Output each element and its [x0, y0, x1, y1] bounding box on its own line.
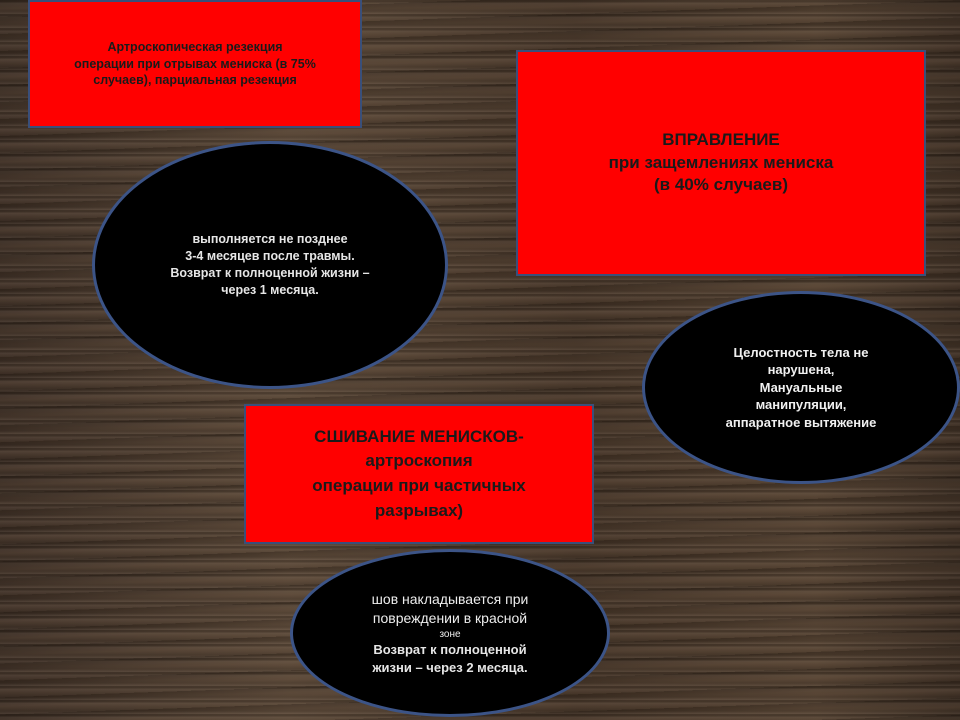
suture-oval — [290, 549, 610, 717]
suture-oval-line-1: шов накладывается при — [371, 590, 529, 607]
reposition-oval-line-4: манипуляции, — [755, 397, 847, 413]
suture-oval-line-5: жизни – через 2 месяца. — [372, 659, 528, 675]
reposition-title: ВПРАВЛЕНИЕ — [662, 129, 780, 149]
suture-oval-line-2: повреждении в красной — [372, 609, 528, 626]
reposition-oval-line-5: аппаратное вытяжение — [725, 414, 877, 430]
reposition-line-2: при защемлениях мениска — [608, 152, 834, 172]
resection-oval-line-3: Возврат к полноценной жизни – — [170, 266, 370, 280]
reposition-box — [516, 50, 926, 276]
reposition-oval — [642, 291, 960, 484]
resection-oval-line-4: через 1 месяца. — [221, 282, 319, 297]
suture-title: СШИВАНИЕ МЕНИСКОВ- — [314, 426, 524, 446]
suture-line-4: разрывах) — [374, 500, 464, 520]
reposition-line-3: (в 40% случаев) — [654, 175, 788, 195]
resection-line-2: операции при отрывах мениска (в 75% — [74, 56, 316, 71]
resection-oval-line-1: выполняется не позднее — [192, 232, 348, 247]
resection-line-3: случаев), парциальная резекция — [93, 73, 297, 88]
reposition-oval-line-2: нарушена, — [767, 362, 835, 378]
suture-line-2: артроскопия — [365, 451, 473, 471]
suture-line-3: операции при частичных — [312, 476, 526, 495]
resection-oval-line-2: 3-4 месяцев после травмы. — [185, 249, 355, 264]
suture-oval-line-4: Возврат к полноценной — [373, 642, 527, 658]
reposition-oval-line-3: Мануальные — [759, 379, 843, 395]
suture-oval-line-3: зоне — [439, 628, 461, 640]
suture-box — [244, 404, 594, 544]
resection-box — [28, 0, 362, 128]
resection-oval — [92, 141, 448, 389]
reposition-oval-line-1: Целостность тела не — [733, 344, 869, 360]
resection-line-1: Артроскопическая резекция — [107, 39, 283, 54]
